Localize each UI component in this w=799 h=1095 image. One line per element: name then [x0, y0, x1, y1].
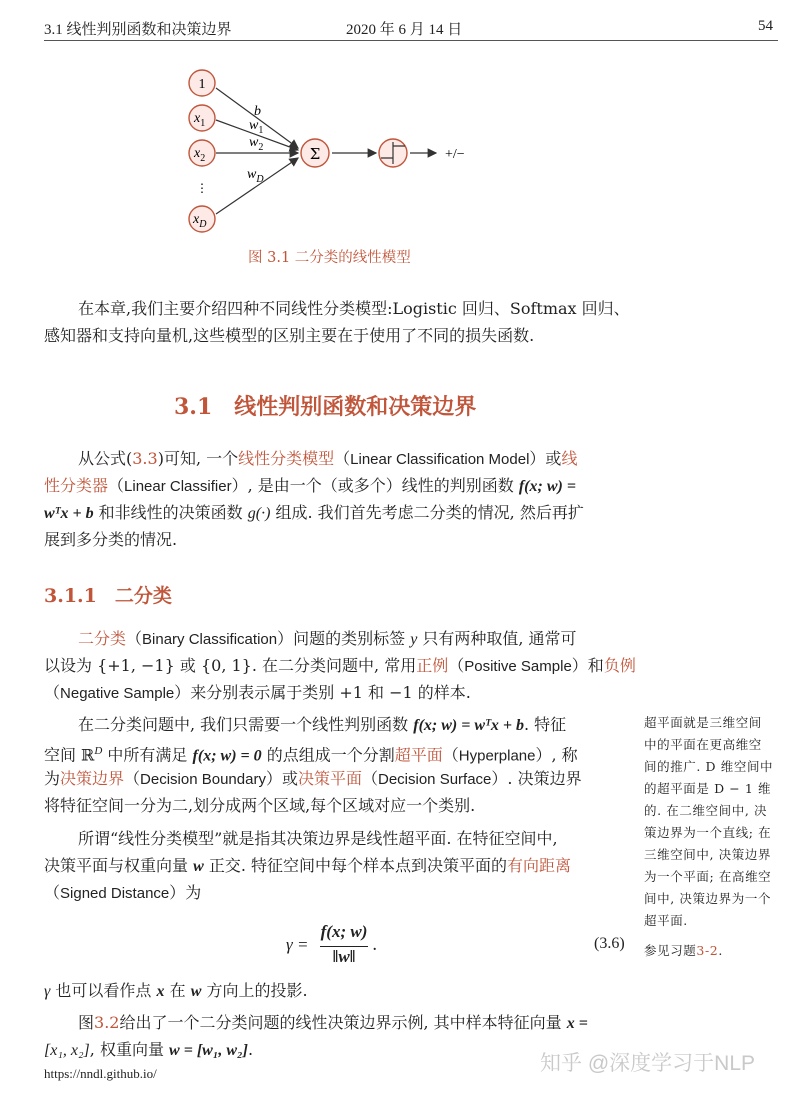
para2-line-2: 以设为 {+1, −1} 或 {0, 1}. 在二分类问题中, 常用正例（Positive Sample）和负例 — [44, 656, 636, 675]
running-header-section: 3.1 线性判别函数和决策边界 — [44, 22, 232, 38]
para3-line-3: 为决策边界（Decision Boundary）或决策平面（Decision Surface）. 决策边界 — [44, 769, 582, 788]
para1-line-1: 从公式(3.3)可知, 一个线性分类模型（Linear Classification Model）或线 — [78, 449, 578, 468]
term-link-hyperplane[interactable]: 超平面 — [394, 745, 443, 765]
para5-line-1: γ 也可以看作点 x 在 w 方向上的投影. — [44, 981, 308, 1000]
output-label: +/− — [445, 147, 465, 162]
intro-line-1: 在本章,我们主要介绍四种不同线性分类模型:Logistic 回归、Softmax 回归、 — [78, 299, 630, 318]
term-link-decision-surface[interactable]: 决策平面 — [297, 769, 362, 788]
para3-line-4: 将特征空间一分为二,划分成两个区域,每个区域对应一个类别. — [44, 796, 476, 815]
exercise-ref-link[interactable]: 3-2 — [696, 943, 719, 958]
linear-model-diagram — [180, 62, 500, 242]
term-link-linear-classification-model[interactable]: 线性分类模型 — [238, 449, 335, 468]
para6-line-2: [x₁, x₂], 权重向量 w = [w₁, w₂]. — [44, 1040, 254, 1059]
weight-wD-label: $w_D$ — [247, 167, 264, 185]
equation-denominator: ‖w‖ — [332, 947, 356, 966]
x2-label: $x_2$ — [194, 146, 206, 164]
weight-b-label: b — [254, 104, 261, 119]
subsection-title: 二分类 — [114, 585, 172, 607]
equation-lhs: γ = — [286, 935, 309, 954]
exercise-reference: 参见习题3-2. — [644, 943, 723, 958]
para2-line-1: 二分类（Binary Classification）问题的类别标签 y 只有两种取值, 通常可 — [78, 629, 577, 648]
term-link-positive-sample[interactable]: 正例 — [416, 656, 449, 675]
margin-note-line: 的. 在二维空间中, 决 — [644, 803, 768, 818]
para4-line-3: （Signed Distance）为 — [44, 883, 202, 902]
term-link-signed-distance[interactable]: 有向距离 — [507, 856, 572, 875]
margin-note-line: 中的平面在更高维空 — [644, 737, 762, 752]
para1-line-2: 性分类器（Linear Classifier）, 是由一个（或多个）线性的判别函数 f(x; w) = — [44, 476, 576, 495]
equation-number: (3.6) — [594, 935, 625, 952]
equation-numerator: f(x; w) — [320, 922, 368, 941]
term-link-linear-classifier[interactable]: 线 — [561, 449, 578, 468]
weight-w2-label: $w_2$ — [249, 135, 264, 153]
margin-note — [644, 712, 773, 962]
figure-caption: 图 3.1 二分类的线性模型 — [248, 250, 411, 266]
subsection-heading — [44, 581, 172, 608]
margin-note-line: 超平面. — [644, 913, 688, 928]
weight-w1-label: $w_1$ — [249, 118, 264, 136]
section-number: 3.1 — [174, 394, 213, 420]
para3-line-1: 在二分类问题中, 我们只需要一个线性判别函数 f(x; w) = wᵀx + b. 特征 — [78, 715, 567, 734]
xD-label: $x_D$ — [193, 212, 207, 230]
sum-symbol: Σ — [309, 145, 321, 163]
para2-line-3: （Negative Sample）来分别表示属于类别 +1 和 −1 的样本. — [44, 683, 471, 702]
para3-line-2: 空间 ℝ$^D$ 中所有满足 f(x; w) = 0 的点组成一个分割超平面（Hyperplane）, 称 — [44, 745, 578, 765]
edge-xD — [216, 158, 298, 214]
para1-line-3: wᵀx + b 和非线性的决策函数 g(·) 组成. 我们首先考虑二分类的情况, 然后再扩 — [44, 503, 584, 522]
margin-note-line: 间中, 决策边界为一个 — [644, 891, 772, 906]
term-link-binary-classification[interactable]: 二分类 — [78, 629, 127, 648]
ellipsis-label: ⋮ — [196, 181, 208, 195]
intro-line-2: 感知器和支持向量机,这些模型的区别主要在于使用了不同的损失函数. — [44, 326, 535, 345]
section-title: 线性判别函数和决策边界 — [234, 394, 477, 420]
term-link-decision-boundary[interactable]: 决策边界 — [60, 769, 125, 788]
margin-note-line: 间的推广. D 维空间中 — [644, 759, 774, 774]
para4-line-2: 决策平面与权重向量 w 正交. 特征空间中每个样本点到决策平面的有向距离 — [44, 856, 572, 875]
page-number: 54 — [758, 18, 773, 34]
running-header-date: 2020 年 6 月 14 日 — [346, 22, 463, 38]
para1-line-4: 展到多分类的情况. — [44, 530, 178, 549]
term-link-linear-classifier-cont[interactable]: 性分类器 — [44, 476, 109, 495]
header-rule — [44, 40, 778, 41]
margin-note-line: 三维空间中, 决策边界 — [644, 847, 772, 862]
margin-note-line: 的超平面是 D − 1 维 — [644, 781, 772, 796]
watermark: 知乎 @深度学习于NLP — [540, 1052, 756, 1075]
para4-line-1: 所谓“线性分类模型”就是指其决策边界是线性超平面. 在特征空间中, — [78, 829, 558, 848]
term-link-negative-sample[interactable]: 负例 — [603, 656, 636, 675]
footer-url-link[interactable]: https://nndl.github.io/ — [44, 1066, 157, 1081]
para6-line-1: 图3.2给出了一个二分类问题的线性决策边界示例, 其中样本特征向量 x = — [78, 1013, 588, 1032]
margin-note-line: 为一个平面; 在高维空 — [644, 869, 772, 884]
subsection-number: 3.1.1 — [44, 585, 97, 607]
figure-ref-link[interactable]: 3.2 — [94, 1013, 120, 1032]
x1-label: $x_1$ — [194, 111, 206, 129]
bias-node-label: 1 — [198, 77, 206, 92]
equation-ref-link[interactable]: 3.3 — [132, 449, 158, 468]
margin-note-line: 超平面就是三维空间 — [644, 715, 762, 730]
margin-note-line: 策边界为一个直线; 在 — [644, 825, 772, 840]
section-heading — [174, 390, 476, 421]
